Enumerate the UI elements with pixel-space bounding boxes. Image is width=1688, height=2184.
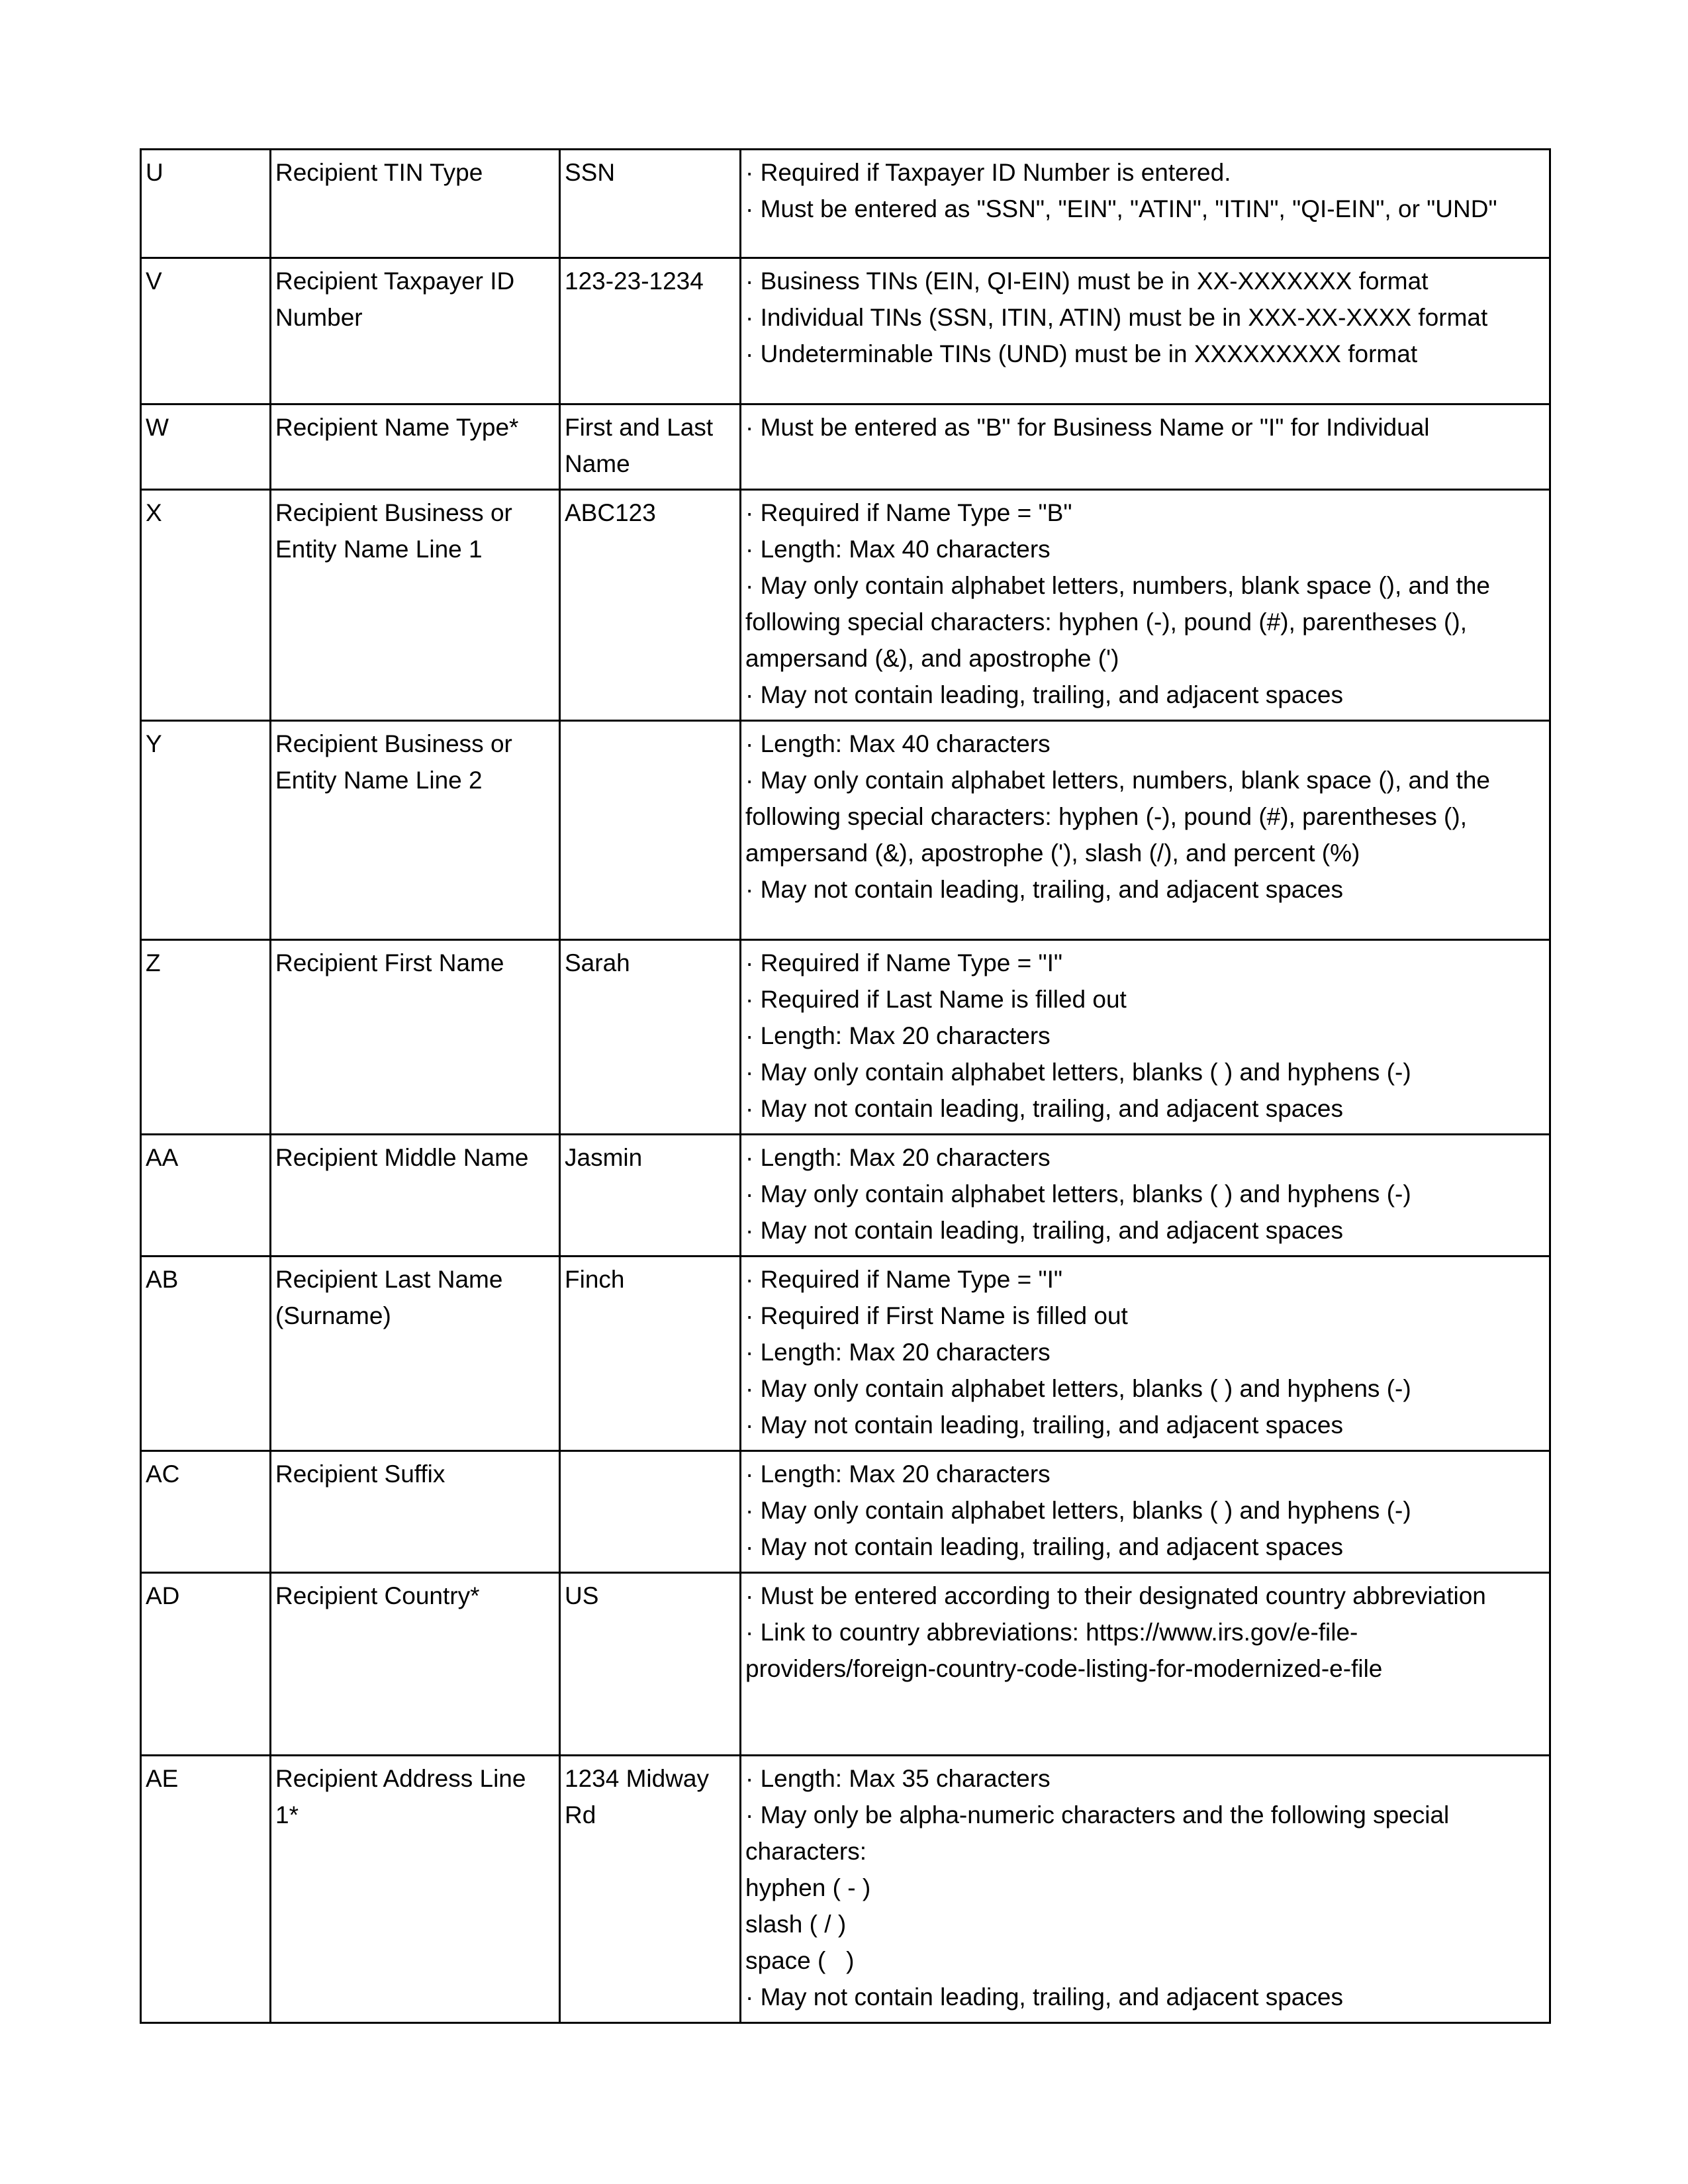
column-letter-cell: Y [141, 721, 271, 940]
rules-cell [741, 721, 1550, 940]
rule-line: · May not contain leading, trailing, and adjacent spaces [745, 876, 1343, 903]
field-spec-table [140, 148, 1551, 2024]
field-spec-table-body [141, 150, 1550, 2023]
table-row [141, 1135, 1550, 1257]
rule-line: · Must be entered as "SSN", "EIN", "ATIN", "ITIN", "QI-EIN", or "UND" [745, 195, 1497, 222]
example-cell: 123-23-1234 [560, 258, 741, 404]
column-letter-cell: AE [141, 1756, 271, 2023]
field-name-cell: Recipient Name Type* [271, 404, 560, 490]
table-row [141, 1573, 1550, 1756]
example-cell: Jasmin [560, 1135, 741, 1257]
rule-line: · Required if Name Type = "I" [745, 1266, 1063, 1293]
rule-line: · Must be entered according to their designated country abbreviation [745, 1582, 1486, 1609]
example-cell: Finch [560, 1257, 741, 1451]
example-cell: Sarah [560, 940, 741, 1135]
column-letter-cell: V [141, 258, 271, 404]
field-name-cell: Recipient Suffix [271, 1451, 560, 1573]
example-cell [560, 721, 741, 940]
rule-line: · May not contain leading, trailing, and adjacent spaces [745, 1411, 1343, 1439]
field-name-cell: Recipient Business or Entity Name Line 2 [271, 721, 560, 940]
field-name-cell: Recipient Taxpayer ID Number [271, 258, 560, 404]
table-row [141, 1756, 1550, 2023]
rules-cell [741, 1257, 1550, 1451]
rule-line: · Individual TINs (SSN, ITIN, ATIN) must be in XXX-XX-XXXX format [745, 304, 1488, 331]
field-name-cell: Recipient Middle Name [271, 1135, 560, 1257]
rule-line: · May only contain alphabet letters, blanks ( ) and hyphens (-) [745, 1497, 1411, 1524]
rule-line: · May not contain leading, trailing, and adjacent spaces [745, 681, 1343, 708]
rule-line: · Length: Max 40 characters [745, 730, 1051, 757]
table-row [141, 1257, 1550, 1451]
rule-line: · Length: Max 40 characters [745, 536, 1051, 563]
field-name-cell: Recipient Country* [271, 1573, 560, 1756]
rule-line: · May not contain leading, trailing, and adjacent spaces [745, 1533, 1343, 1560]
rules-cell [741, 1135, 1550, 1257]
rules-cell [741, 150, 1550, 258]
table-row [141, 721, 1550, 940]
table-row [141, 150, 1550, 258]
rules-cell [741, 1756, 1550, 2023]
rule-line: · Length: Max 20 characters [745, 1022, 1051, 1049]
example-cell [560, 1451, 741, 1573]
field-name-cell: Recipient Address Line 1* [271, 1756, 560, 2023]
rule-line: · Required if First Name is filled out [745, 1302, 1128, 1329]
rule-line: hyphen ( - ) [745, 1874, 871, 1901]
rules-cell [741, 940, 1550, 1135]
rule-line: · Length: Max 35 characters [745, 1765, 1051, 1792]
field-name-cell: Recipient First Name [271, 940, 560, 1135]
rules-cell [741, 1451, 1550, 1573]
rule-line: space ( ) [745, 1947, 855, 1974]
rule-line: · Length: Max 20 characters [745, 1339, 1051, 1366]
rule-line: · May only be alpha-numeric characters and the following special characters: [745, 1801, 1456, 1865]
table-row [141, 404, 1550, 490]
rule-line: · May not contain leading, trailing, and adjacent spaces [745, 1095, 1343, 1122]
column-letter-cell: AB [141, 1257, 271, 1451]
rules-cell [741, 490, 1550, 721]
rule-line: · Required if Last Name is filled out [745, 986, 1127, 1013]
table-row [141, 490, 1550, 721]
rules-cell [741, 258, 1550, 404]
column-letter-cell: U [141, 150, 271, 258]
rule-line: · May only contain alphabet letters, numbers, blank space (), and the following special characters: hyphen (-), pound (#), parentheses (), ampersand (&), apostrophe ('), slash (/), and percent (%) [745, 767, 1497, 867]
rule-line: slash ( / ) [745, 1911, 847, 1938]
rule-line: · Length: Max 20 characters [745, 1460, 1051, 1488]
example-cell: SSN [560, 150, 741, 258]
table-row [141, 940, 1550, 1135]
rule-line: · May only contain alphabet letters, numbers, blank space (), and the following special characters: hyphen (-), pound (#), parentheses (), ampersand (&), and apostrophe (') [745, 572, 1497, 672]
rule-line: · Required if Name Type = "I" [745, 949, 1063, 976]
field-name-cell: Recipient Last Name (Surname) [271, 1257, 560, 1451]
rules-cell [741, 1573, 1550, 1756]
column-letter-cell: X [141, 490, 271, 721]
rules-cell [741, 404, 1550, 490]
rule-line: · May only contain alphabet letters, blanks ( ) and hyphens (-) [745, 1375, 1411, 1402]
column-letter-cell: AD [141, 1573, 271, 1756]
rule-line: · May only contain alphabet letters, blanks ( ) and hyphens (-) [745, 1180, 1411, 1208]
rule-line: · Business TINs (EIN, QI-EIN) must be in XX-XXXXXXX format [745, 267, 1429, 295]
rule-line: · May not contain leading, trailing, and adjacent spaces [745, 1217, 1343, 1244]
table-row [141, 1451, 1550, 1573]
rule-line: · Undeterminable TINs (UND) must be in XXXXXXXXX format [745, 340, 1418, 367]
table-row [141, 258, 1550, 404]
column-letter-cell: AA [141, 1135, 271, 1257]
column-letter-cell: Z [141, 940, 271, 1135]
rule-line: · May only contain alphabet letters, blanks ( ) and hyphens (-) [745, 1059, 1411, 1086]
example-cell: 1234 Midway Rd [560, 1756, 741, 2023]
rule-line: · Length: Max 20 characters [745, 1144, 1051, 1171]
rule-line: · Required if Taxpayer ID Number is entered. [745, 159, 1231, 186]
rule-line: · Link to country abbreviations: https://www.irs.gov/e-file-providers/foreign-country-code-listing-for-modernized-e-file [745, 1619, 1383, 1682]
field-name-cell: Recipient Business or Entity Name Line 1 [271, 490, 560, 721]
column-letter-cell: AC [141, 1451, 271, 1573]
rule-line: · Required if Name Type = "B" [745, 499, 1072, 526]
example-cell: First and Last Name [560, 404, 741, 490]
rule-line: · May not contain leading, trailing, and adjacent spaces [745, 1983, 1343, 2011]
example-cell: ABC123 [560, 490, 741, 721]
column-letter-cell: W [141, 404, 271, 490]
field-name-cell: Recipient TIN Type [271, 150, 560, 258]
example-cell: US [560, 1573, 741, 1756]
rule-line: · Must be entered as "B" for Business Name or "I" for Individual [745, 414, 1430, 441]
